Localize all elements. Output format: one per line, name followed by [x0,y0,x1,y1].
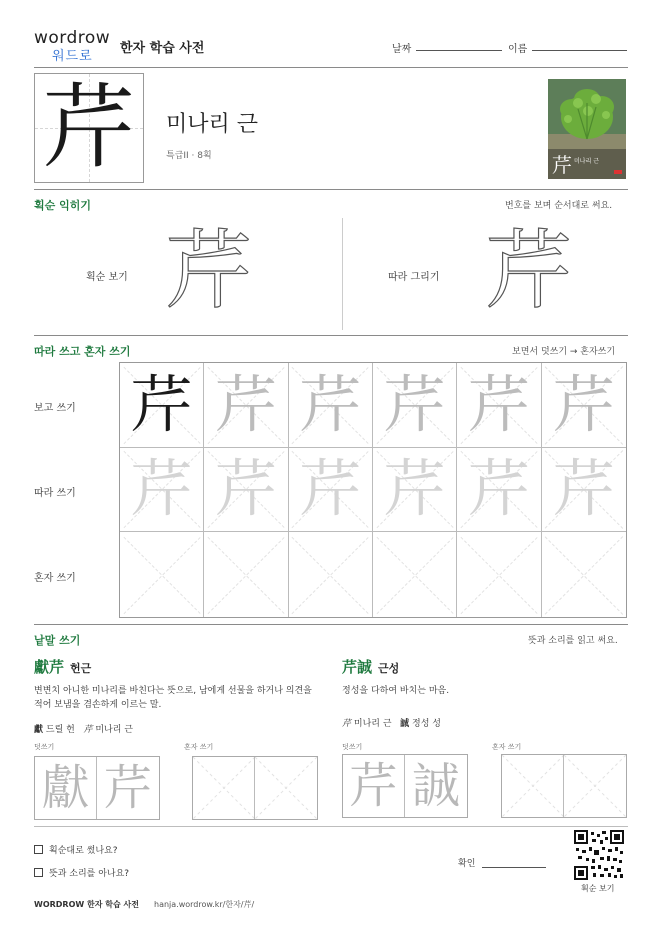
logo-wordmark: wordrow [34,28,111,48]
checkbox-icon[interactable] [34,868,43,877]
word-2-heading [342,656,399,677]
word-2-description: 정성을 다하여 바치는 마음. [342,686,450,696]
word-2-solo-label: 혼자 쓰기 [492,743,522,751]
qr-label: 획순 보기 [581,884,615,893]
confirm-field[interactable] [482,867,546,868]
word-trace-cell[interactable]: 誠 [411,758,460,814]
words-section-note: 뜻과 소리를 읽고 써요. [528,636,618,646]
plant-photo [548,79,626,179]
word-1-reading: 헌근 [70,662,92,675]
checklist-item-stroke-order[interactable]: 획순대로 썼나요? [34,843,118,856]
header-divider [34,67,628,68]
practice-cell[interactable]: 芹 [289,448,373,533]
word-trace-cell[interactable]: 芹 [103,760,152,816]
word-1-parts: 獻 드릴 헌 芹 미나리 근 [34,725,133,735]
name-field[interactable] [532,50,627,51]
word-2-solo-box [501,754,627,818]
stroke-section-title: 획순 익히기 [34,199,91,212]
word-1-description: 변변치 아니한 미나리를 바친다는 뜻으로, 남에게 선물을 하거나 의견을 적어 보냄을 겸손하게 이르는 말. [34,686,312,710]
practice-section-note: 보면서 덧쓰기 → 혼자쓰기 [512,347,616,357]
main-character: 芹 [42,74,135,181]
word-solo-cell[interactable] [255,757,317,819]
practice-cell[interactable]: 芹 [289,363,373,448]
app-title: 한자 학습 사전 [120,41,205,56]
word-2-trace-box [342,754,468,818]
row-label-solo: 혼자 쓰기 [34,573,76,584]
section-divider [34,335,628,336]
word-trace-cell[interactable]: 芹 [343,755,405,817]
checkbox-icon[interactable] [34,845,43,854]
date-field[interactable] [416,50,502,51]
practice-grid [119,362,627,618]
word-solo-cell[interactable] [564,755,626,817]
grade-strokes: 특급II · 8획 [166,151,212,161]
word-1-trace-box [34,756,160,820]
section-divider [34,826,628,827]
practice-cell[interactable]: 芹 [120,448,204,533]
checklist-item-meaning[interactable]: 뜻과 소리를 아나요? [34,866,129,879]
practice-cell[interactable]: 芹 [120,363,204,448]
practice-cell-empty[interactable] [542,532,626,617]
practice-cell[interactable]: 芹 [204,448,288,533]
word-2-parts: 芹 미나리 근 誠 정성 성 [342,719,441,729]
confirm-label: 확인 [458,859,476,869]
practice-section-title: 따라 쓰고 혼자 쓰기 [34,345,131,358]
stroke-trace-character[interactable]: 芹 [486,221,572,321]
word-solo-cell[interactable] [502,755,564,817]
word-solo-cell[interactable] [193,757,255,819]
stroke-section-note: 번호를 보며 순서대로 써요. [505,201,613,211]
date-label: 날짜 [392,44,412,55]
practice-cell[interactable]: 芹 [373,363,457,448]
photo-badge [614,170,622,174]
word-2-trace-label: 덧쓰기 [342,743,363,751]
main-character-box [34,73,144,183]
practice-cell[interactable]: 芹 [457,448,541,533]
word-1-heading [34,656,91,677]
name-label: 이름 [508,44,528,55]
row-label-trace: 따라 쓰기 [34,488,76,499]
footer-brand: WORDROW 한자 학습 사전 [34,900,139,909]
practice-cell-empty[interactable] [457,532,541,617]
word-1-solo-label: 혼자 쓰기 [184,743,214,751]
stroke-divider [342,218,343,330]
meaning-reading: 미나리 근 [166,112,259,137]
photo-caption-text: 미나리 근 [574,158,600,165]
wordrow-logo [34,28,114,62]
stroke-view-label: 획순 보기 [86,272,128,283]
practice-cell-empty[interactable] [373,532,457,617]
word-1-trace-label: 덧쓰기 [34,743,55,751]
word-1-hanja: 獻芹 [34,658,65,676]
practice-cell-empty[interactable] [204,532,288,617]
word-1-solo-box [192,756,318,820]
practice-cell[interactable]: 芹 [457,363,541,448]
word-trace-cell[interactable]: 獻 [35,757,97,819]
qr-code-icon[interactable] [574,830,624,880]
practice-cell-empty[interactable] [120,532,204,617]
section-divider [34,189,628,190]
practice-cell[interactable]: 芹 [542,363,626,448]
practice-cell[interactable]: 芹 [373,448,457,533]
logo-korean: 워드로 [52,49,93,64]
section-divider [34,624,628,625]
footer-url[interactable]: hanja.wordrow.kr/한자/芹/ [154,900,255,909]
word-2-hanja: 芹誠 [342,658,373,676]
stroke-order-character: 芹 [166,221,252,321]
row-label-view: 보고 쓰기 [34,403,76,414]
photo-caption-glyph: 芹 [552,153,572,177]
practice-cell-empty[interactable] [289,532,373,617]
stroke-trace-label: 따라 그리기 [388,272,440,283]
words-section-title: 낱말 쓰기 [34,634,81,647]
practice-cell[interactable]: 芹 [204,363,288,448]
practice-cell[interactable]: 芹 [542,448,626,533]
word-2-reading: 근성 [378,662,400,675]
